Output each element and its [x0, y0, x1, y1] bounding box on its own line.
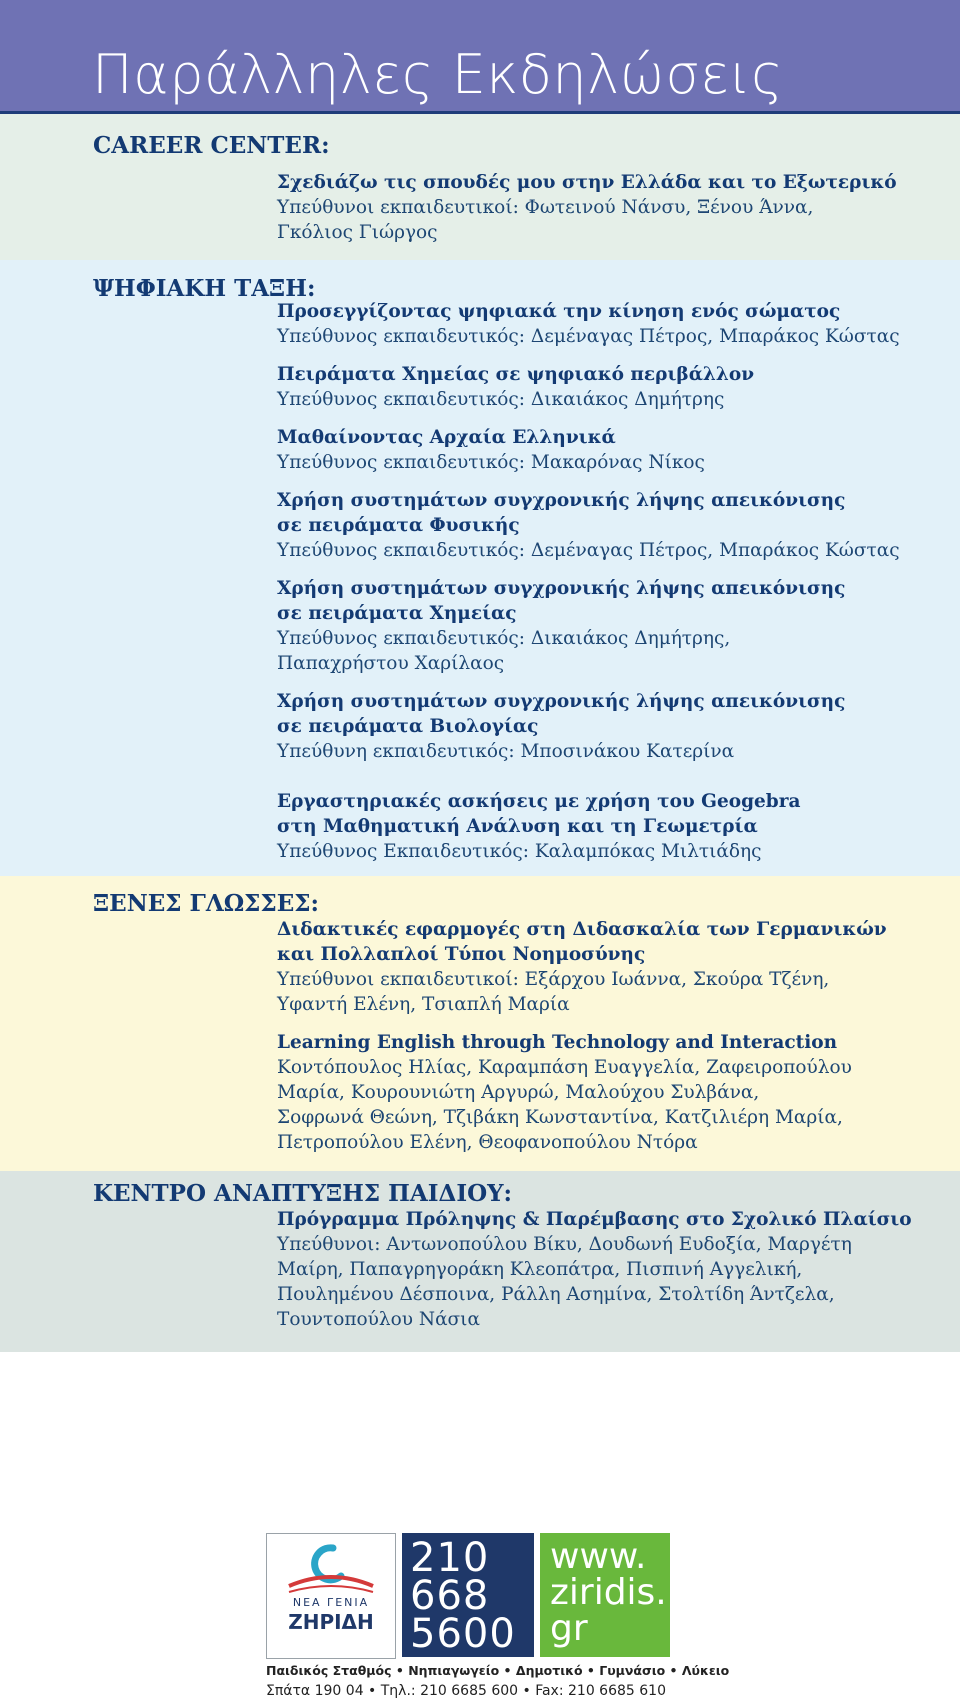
- section-title: ΨΗΦΙΑΚΗ ΤΑΞΗ:: [93, 275, 316, 302]
- event-people: Υπεύθυνοι: Αντωνοπούλου Βίκυ, Δουδωνή Ευδοξία, Μαργέτη Μαίρη, Παπαγρηγοράκη Κλεοπάτρα, Πισπινή Αγγελική, Πουλημένου Δέσποινα, Ράλλη Ασημίνα, Στολτίδη Άντζελα, Τουντοπούλου Νάσια: [277, 1234, 852, 1330]
- event-people: Υπεύθυνοι εκπαιδευτικοί: Φωτεινού Νάνσυ, Ξένου Άννα, Γκόλιος Γιώργος: [277, 197, 814, 243]
- event-title: Χρήση συστημάτων συγχρονικής λήψης απεικόνισης σε πειράματα Βιολογίας: [277, 691, 846, 737]
- phone-line: 210: [410, 1535, 490, 1581]
- web-line: ziridis.: [550, 1572, 667, 1613]
- page-title: Παράλληλες Εκδηλώσεις: [92, 43, 784, 106]
- web-line: gr: [550, 1608, 588, 1649]
- school-logo: [266, 1533, 396, 1659]
- section-foreign-languages: [0, 876, 960, 1171]
- section-child-development: [0, 1171, 960, 1352]
- event-people: Υπεύθυνοι εκπαιδευτικοί: Εξάρχου Ιωάννα, Σκούρα Τζένη, Υφαντή Ελένη, Τσιαπλή Μαρία: [277, 969, 830, 1015]
- phone-line: 5600: [410, 1611, 516, 1657]
- web-line: www.: [550, 1536, 647, 1577]
- event-title: Χρήση συστημάτων συγχρονικής λήψης απεικόνισης σε πειράματα Χημείας: [277, 578, 846, 624]
- event-title: Πρόγραμμα Πρόληψης & Παρέμβασης στο Σχολικό Πλαίσιο: [277, 1209, 912, 1230]
- event-title: Διδακτικές εφαρμογές στη Διδασκαλία των Γερμανικών και Πολλαπλοί Τύποι Νοημοσύνης: [277, 919, 887, 965]
- section-title: CAREER CENTER:: [93, 132, 330, 159]
- event-entry: [277, 425, 947, 475]
- school-name-line2: ΖΗΡΙΔΗ: [288, 1610, 374, 1634]
- event-people: Υπεύθυνος εκπαιδευτικός: Δεμέναγας Πέτρος, Μπαράκος Κώστας: [277, 326, 900, 347]
- event-entry: [277, 689, 947, 764]
- event-people: Υπεύθυνη εκπαιδευτικός: Μποσινάκου Κατερίνα: [277, 741, 735, 762]
- event-people: Υπεύθυνος εκπαιδευτικός: Δικαιάκος Δημήτρης: [277, 389, 725, 410]
- event-title: Χρήση συστημάτων συγχρονικής λήψης απεικόνισης σε πειράματα Φυσικής: [277, 490, 846, 536]
- event-entry: [277, 789, 947, 864]
- event-title: Learning English through Technology and Interaction: [277, 1032, 838, 1053]
- section-title: ΞΕΝΕΣ ΓΛΩΣΣΕΣ:: [93, 890, 319, 917]
- event-entry: [277, 917, 947, 1017]
- event-people: Υπεύθυνος εκπαιδευτικός: Δικαιάκος Δημήτρης, Παπαχρήστου Χαρίλαος: [277, 628, 731, 674]
- school-levels: Παιδικός Σταθμός • Νηπιαγωγείο • Δημοτικό • Γυμνάσιο • Λύκειο: [266, 1663, 730, 1678]
- event-entry: [277, 1207, 947, 1332]
- phone-line: 668: [410, 1573, 490, 1619]
- section-title: ΚΕΝΤΡΟ ΑΝΑΠΤΥΞΗΣ ΠΑΙΔΙΟΥ:: [93, 1180, 513, 1207]
- event-people: Υπεύθυνος εκπαιδευτικός: Δεμέναγας Πέτρος, Μπαράκος Κώστας: [277, 540, 900, 561]
- event-entry: [277, 362, 947, 412]
- event-title: Πειράματα Χημείας σε ψηφιακό περιβάλλον: [277, 364, 755, 385]
- event-entry: [277, 488, 947, 563]
- event-entry: [277, 299, 947, 349]
- event-people: Υπεύθυνος Εκπαιδευτικός: Καλαμπόκας Μιλτιάδης: [277, 841, 762, 862]
- event-people: Κοντόπουλος Ηλίας, Καραμπάση Ευαγγελία, Ζαφειροπούλου Μαρία, Κουρουνιώτη Αργυρώ, Μαλούχου Συλβάνα, Σοφρωνά Θεώνη, Τζιβάκη Κωνσταντίνα, Κατζιλιέρη Μαρία, Πετροπούλου Ελένη, Θεοφανοπούλου Ντόρα: [277, 1057, 852, 1153]
- event-title: Προσεγγίζοντας ψηφιακά την κίνηση ενός σώματος: [277, 301, 841, 322]
- event-title: Εργαστηριακές ασκήσεις με χρήση του Geogebra στη Μαθηματική Ανάλυση και τη Γεωμετρία: [277, 791, 801, 837]
- event-people: Υπεύθυνος εκπαιδευτικός: Μακαρόνας Νίκος: [277, 452, 705, 473]
- event-entry: [277, 576, 947, 676]
- school-name-line1: ΝΕΑ ΓΕΝΙΑ: [292, 1596, 370, 1609]
- phone-block: [402, 1533, 534, 1657]
- event-entry: [277, 170, 947, 245]
- page-header: [0, 0, 960, 114]
- event-title: Σχεδιάζω τις σπουδές μου στην Ελλάδα και το Εξωτερικό: [277, 172, 897, 193]
- event-title: Μαθαίνοντας Αρχαία Ελληνικά: [277, 427, 616, 448]
- section-career-center: [0, 114, 960, 260]
- event-entry: [277, 1030, 947, 1155]
- website-block[interactable]: [540, 1533, 670, 1657]
- section-digital-class: [0, 260, 960, 876]
- contact-info: Σπάτα 190 04 • Τηλ.: 210 6685 600 • Fax: 210 6685 610: [266, 1683, 666, 1699]
